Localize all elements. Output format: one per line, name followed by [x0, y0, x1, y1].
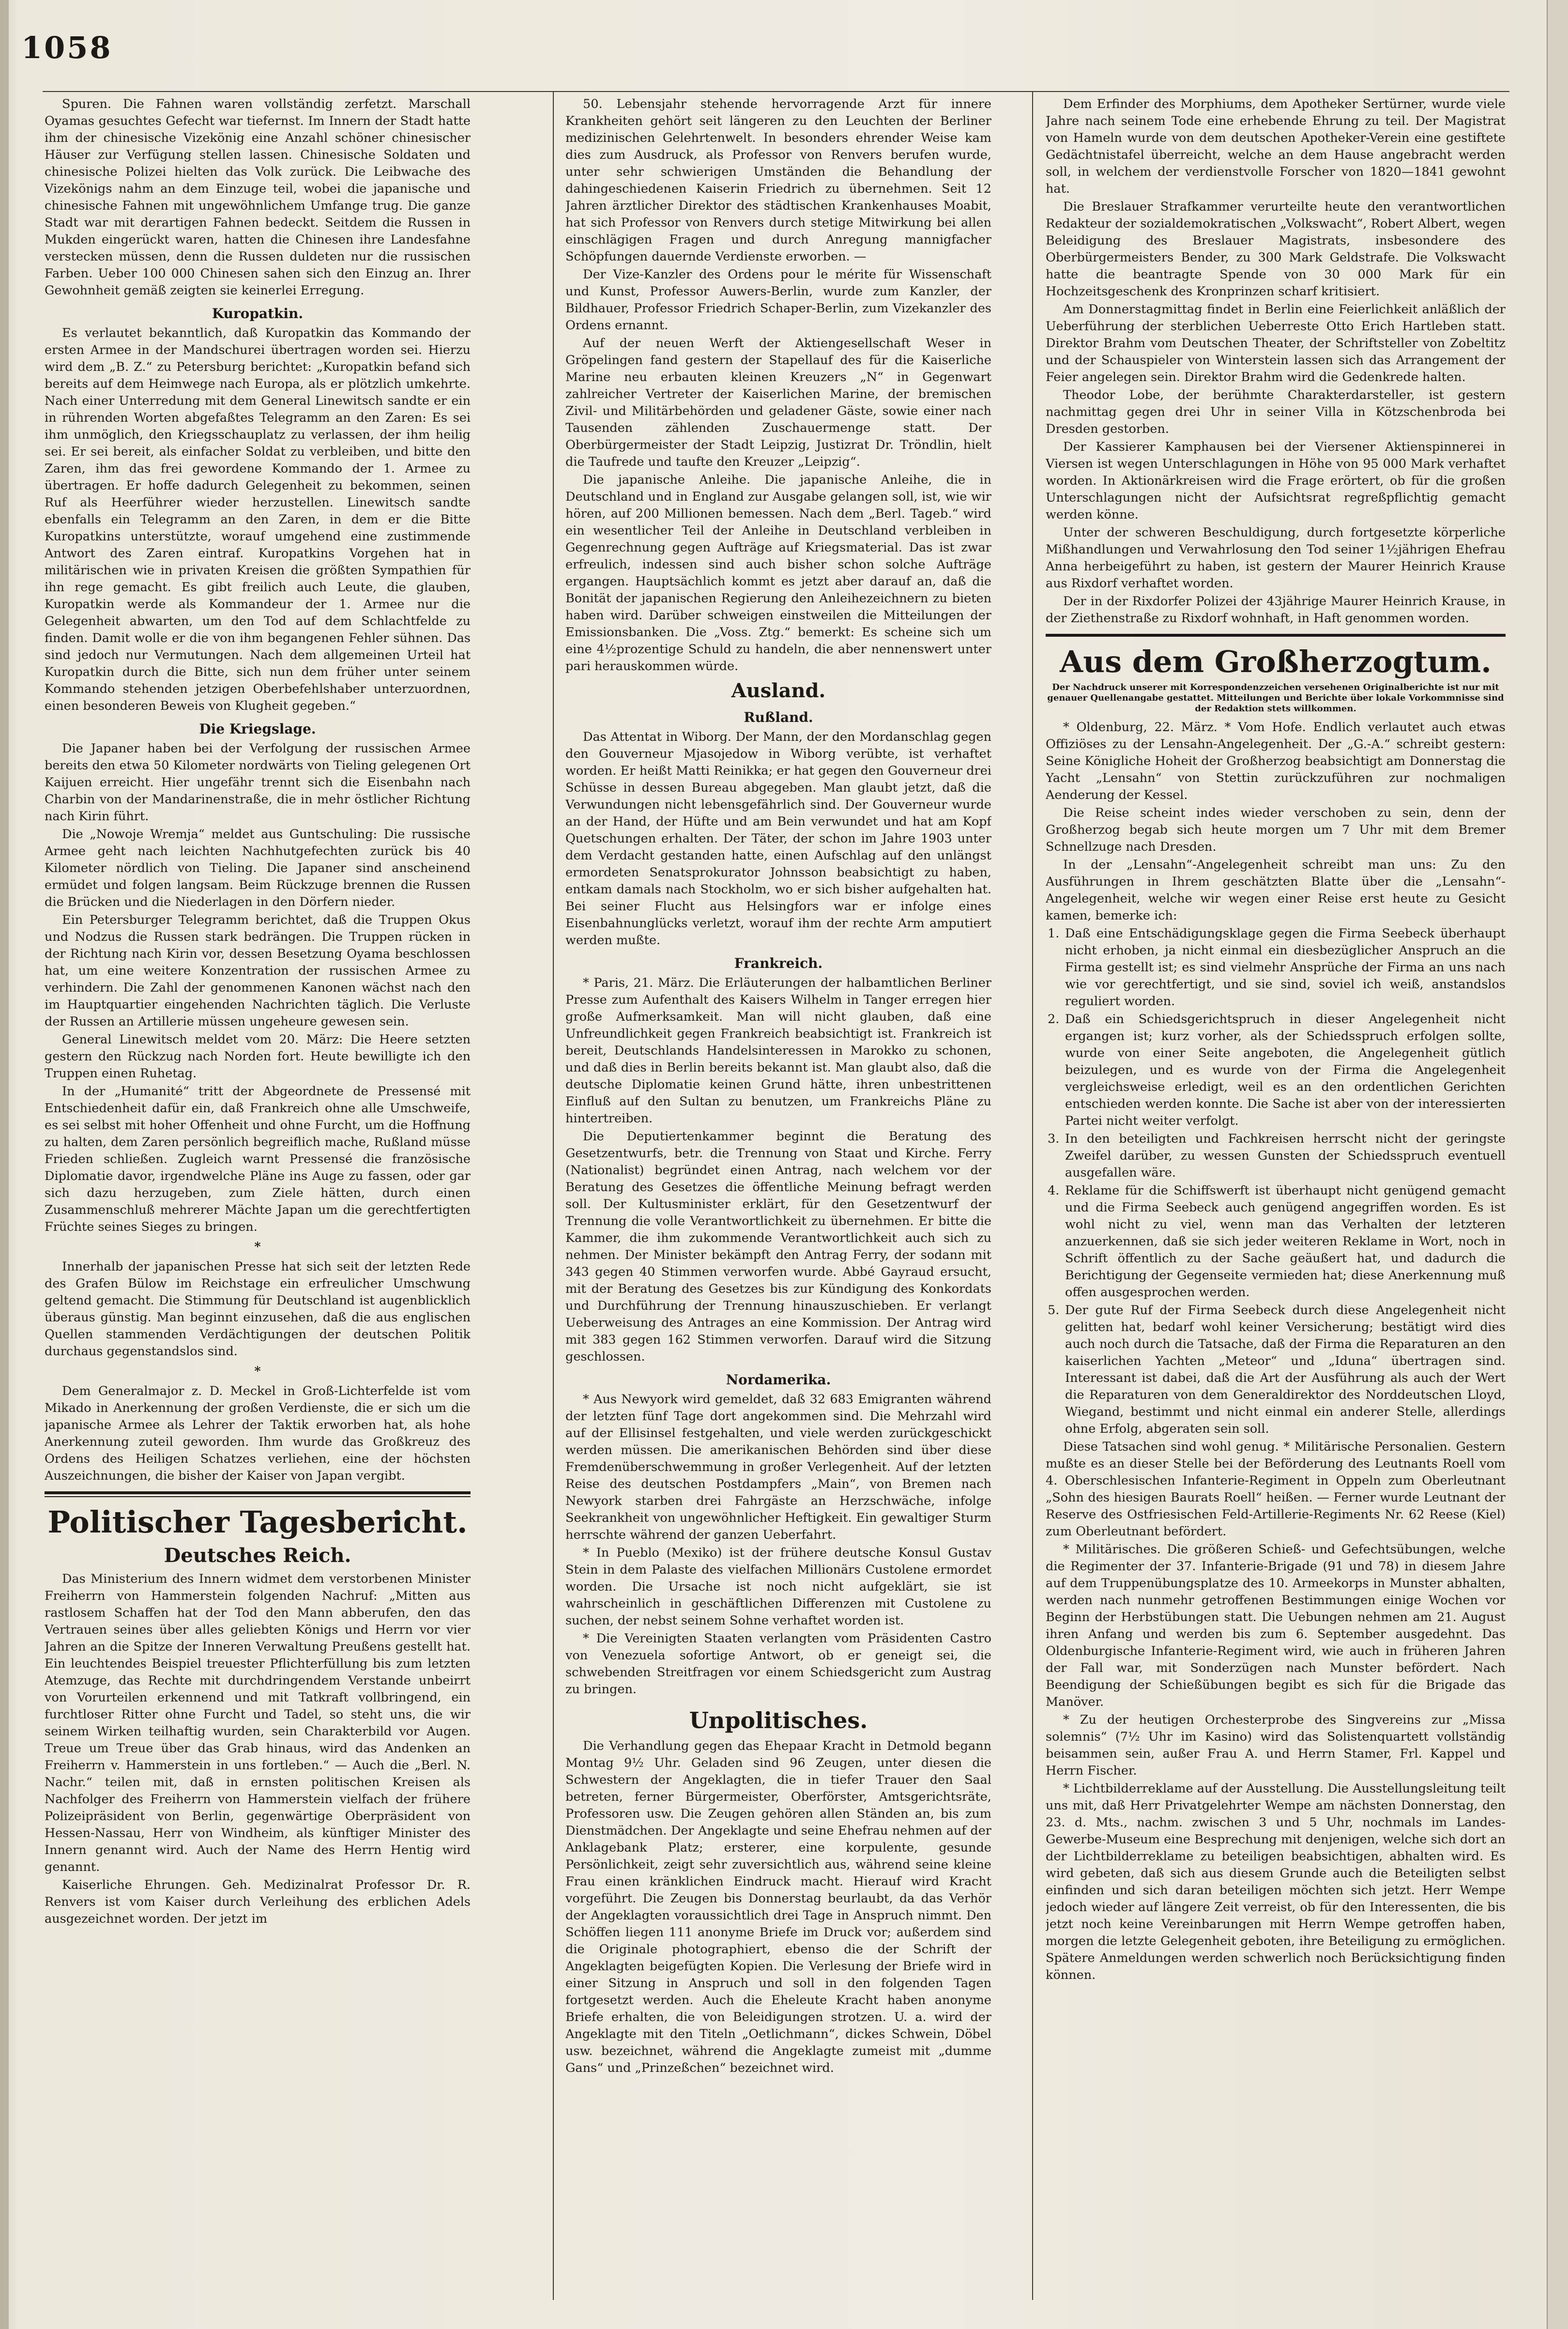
list-number: 5. — [1048, 1303, 1060, 1318]
paragraph: In der „Lensahn“-Angelegenheit schreibt man uns: Zu den Ausführungen in Ihrem geschätzten Blatte über die „Lensahn“-Angelegenheit, welche wir wegen einer Reise erst heute zu Gesicht kamen, bemerke ich: — [1046, 858, 1506, 923]
paragraph: 50. Lebensjahr stehende hervorragende Arzt für innere Krankheiten gehört seit längeren zu den Leuchten der Berliner medizinischen Gelehrtenwelt. In besonders ehrender Weise kam dies zum Ausdruck, als Professor von Renvers berufen wurde, unter sehr schwierigen Umständen die Behandlung der dahingeschiedenen Kaiserin Friedrich zu übernehmen. Seit 12 Jahren ärztlicher Direktor des städtischen Krankenhauses Moabit, hat sich Professor von Renvers durch stetige Mitwirkung bei allen einschlägigen Fragen und durch Anregung mannigfacher Schöpfungen dauernde Verdienste erworben. — — [565, 97, 991, 264]
column-rule-1 — [553, 92, 554, 2300]
header-rule — [43, 91, 1509, 92]
paragraph: Die japanische Anleihe. Die japanische Anleihe, die in Deutschland und in England zur Ausgabe gelangen soll, ist, wie wir hören, auf 200 Millionen bemessen. Nach dem „Berl. Tageb.“ wird ein wesentlicher Teil der Anleihe in Deutschland verbleiben in Gegenrechnung gegen Aufträge auf Kriegsmaterial. Das ist zwar erfreulich, indessen sind auch bisher schon solche Aufträge ergangen. Hauptsächlich kommt es jetzt aber darauf an, daß die Bonität der japanischen Regierung den Anleihezeichnern zu bieten haben wird. Darüber schweigen einstweilen die Mitteilungen der Emissionsbanken. Die „Voss. Ztg.“ bemerkt: Es scheine sich um eine 4½prozentige Schuld zu handeln, die aber nennenswert unter pari herauskommen würde. — [565, 473, 991, 674]
paragraph: Die Verhandlung gegen das Ehepaar Kracht in Detmold begann Montag 9½ Uhr. Geladen sind 96 Zeugen, unter diesen die Schwestern der Angeklagten, die in tiefer Trauer den Saal betreten, ferner Bürgermeister, Oberförster, Amtsgerichtsräte, Professoren usw. Die Zeugen gehören allen Ständen an, bis zum Dienstmädchen. Der Angeklagte und seine Ehefrau nehmen auf der Anklagebank Platz; ersterer, eine korpulente, gesunde Persönlichkeit, zeigt sehr zuversichtlich aus, während seine kleine Frau einen kränklichen Eindruck macht. Hierauf wird Kracht vorgeführt. Die Zeugen bis Donnerstag beurlaubt, da das Verhör der Angeklagten voraussichtlich drei Tage in Anspruch nimmt. Den Schöffen liegen 111 anonyme Briefe im Druck vor; außerdem sind die Originale photographiert, ebenso die der Schrift der Angeklagten beigefügten Kopien. Die Verlesung der Briefe wird in einer Sitzung in Anspruch und soll in den folgenden Tagen fortgesetzt werden. Auch die Eheleute Kracht haben anonyme Briefe erhalten, die von Beleidigungen strotzen. U. a. wird der Angeklagte mit den Titeln „Oetlichmann“, dickes Schwein, Döbel usw. bezeichnet, während die Angeklagte zumeist mit „dumme Gans“ und „Prinzeßchen“ bezeichnet wird. — [565, 1739, 991, 2075]
paragraph: In der „Humanité“ tritt der Abgeordnete de Pressensé mit Entschiedenheit dafür ein, daß Frankreich ohne alle Umschweife, es sei selbst mit hoher Offenheit und ohne Furcht, um die Hoffnung zu halten, dem Zaren persönlich begreiflich mache, Rußland müsse Frieden schließen. Zugleich warnt Pressensé die französische Diplomatie davor, irgendwelche Pläne ins Auge zu fassen, oder gar sich dazu herzugeben, zum Ziele hätten, durch einen Zusammenschluß mehrerer Mächte Japan um die gerechtfertigten Früchte seines Sieges zu bringen. — [45, 1084, 471, 1234]
paragraph: General Linewitsch meldet vom 20. März: Die Heere setzten gestern den Rückzug nach Norden fort. Heute bewilligte ich den Truppen einen Ruhetag. — [45, 1032, 471, 1081]
section-rule — [45, 1491, 471, 1494]
paragraph: * Lichtbilderreklame auf der Ausstellung. Die Ausstellungsleitung teilt uns mit, daß Herr Privatgelehrter Wempe am nächsten Donnerstag, den 23. d. Mts., nachm. zwischen 3 und 5 Uhr, nochmals im Landes-Gewerbe-Museum eine Besprechung mit denjenigen, welche sich dort an der Lichtbilderreklame zu beteiligen beabsichtigen, abhalten wird. Es wird gebeten, daß sich aus diesem Grunde auch die Beteiligten selbst einfinden und sich daran beteiligen möchten sich jetzt. Herr Wempe jedoch wieder auf längere Zeit verreist, ob für den Interessenten, die bis jetzt noch keine Vereinbarungen mit Herrn Wempe getroffen haben, morgen die letzte Gelegenheit geboten, ihre Beteiligung zu ermöglichen. Spätere Anmeldungen werden schwerlich noch Berücksichtigung finden können. — [1046, 1781, 1506, 1982]
paragraph: Die Japaner haben bei der Verfolgung der russischen Armee bereits den etwa 50 Kilometer nordwärts von Tieling gelegenen Ort Kaijuen erreicht. Hier ungefähr trennt sich die Eisenbahn nach Charbin von der Mandarinenstraße, die in mehr östlicher Richtung nach Kirin führt. — [45, 741, 471, 824]
paragraph: * Die Vereinigten Staaten verlangten vom Präsidenten Castro von Venezuela sofortige Antwort, ob er geneigt sei, die schwebenden Streitfragen vor einem Schiedsgericht zum Austrag zu bringen. — [565, 1631, 991, 1697]
section-title: Ausland. — [731, 679, 826, 702]
numbered-list — [1046, 925, 1506, 1438]
column-2 — [565, 96, 991, 2300]
separator-star: * — [254, 1364, 261, 1379]
section-rule — [45, 1496, 471, 1497]
paragraph: Es verlautet bekanntlich, daß Kuropatkin das Kommando der ersten Armee in der Mandschurei übertragen worden sei. Hierzu wird dem „B. Z.“ zu Petersburg berichtet: „Kuropatkin befand sich bereits auf dem Heimwege nach Europa, als er plötzlich umkehrte. Nach einer Unterredung mit dem General Linewitsch sandte er ein in rührenden Worten abgefaßtes Telegramm an den Zaren: Es sei ihm unmöglich, den Kriegsschauplatz zu verlassen, der ihm heilig sei. Er sei bereit, als einfacher Soldat zu verbleiben, und bitte den Zaren, ihm das frei gewordene Kommando der 1. Armee zu übertragen. Er hoffe dadurch Gelegenheit zu bekommen, seinen Ruf als Heerführer wieder herzustellen. Linewitsch sandte ebenfalls ein Telegramm an den Zaren, in dem er die Bitte Kuropatkins unterstützte, worauf umgehend eine zustimmende Antwort des Zaren eintraf. Kuropatkins Vorgehen hat in militärischen wie in privaten Kreisen die größten Sympathien für ihn rege gemacht. Es gibt freilich auch Leute, die glauben, Kuropatkin werde als Kommandeur der 1. Armee nur die Gelegenheit abwarten, um den Tod auf dem Schlachtfelde zu finden. Damit wolle er die von ihm begangenen Fehler sühnen. Das sind jedoch nur Vermutungen. Nach dem allgemeinen Urteil hat Kuropatkin durch die Bitte, sich nun dem früher unter seinem Kommando stehenden jetzigen Oberbefehlshaber unterzuordnen, einen besonderen Beweis von Klugheit gegeben.“ — [45, 326, 471, 713]
section-title: Unpolitisches. — [689, 1707, 868, 1733]
paragraph: Die Deputiertenkammer beginnt die Beratung des Gesetzentwurfs, betr. die Trennung von Staat und Kirche. Ferry (Nationalist) begründet einen Antrag, nach welchem vor der Beratung des Gesetzes die öffentliche Meinung befragt werden soll. Der Kultusminister erklärt, für den Gesetzentwurf der Trennung die volle Verantwortlichkeit zu übernehmen. Er bitte die Kammer, die ihm zukommende Verantwortlichkeit auch sich zu nehmen. Der Minister bekämpft den Antrag Ferry, der sodann mit 343 gegen 40 Stimmen verworfen wurde. Abbé Gayraud ersucht, mit der Beratung des Gesetzes bis zur Kündigung des Konkordats und Durchführung der Trennung hinauszuschieben. Er verlangt Ueberweisung des Antrages an eine Kommission. Der Antrag wird mit 383 gegen 162 Stimmen verworfen. Darauf wird die Sitzung geschlossen. — [565, 1129, 991, 1364]
paragraph: Auf der neuen Werft der Aktiengesellschaft Weser in Gröpelingen fand gestern der Stapellauf des für die Kaiserliche Marine neu erbauten kleinen Kreuzers „N“ in Gegenwart zahlreicher Vertreter der Kaiserlichen Marine, der bremischen Zivil- und Militärbehörden und geladener Gäste, sowie einer nach Tausenden zählenden Zuschauermenge statt. Der Oberbürgermeister der Stadt Leipzig, Justizrat Dr. Tröndlin, hielt die Taufrede und taufte den Kreuzer „Leipzig“. — [565, 336, 991, 469]
paragraph: Dem Generalmajor z. D. Meckel in Groß-Lichterfelde ist vom Mikado in Anerkennung der großen Verdienste, die er sich um die japanische Armee als Lehrer der Taktik erworben hat, als hohe Anerkennung zuteil geworden. Ihm wurde das Großkreuz des Ordens des Heiligen Schatzes verliehen, eine der höchsten Auszeichnungen, die bisher der Kaiser von Japan vergibt. — [45, 1384, 471, 1483]
paragraph: Theodor Lobe, der berühmte Charakterdarsteller, ist gestern nachmittag gegen drei Uhr in seiner Villa in Kötzschenbroda bei Dresden gestorben. — [1046, 388, 1506, 436]
list-item — [1046, 1011, 1506, 1130]
list-text: Der gute Ruf der Firma Seebeck durch diese Angelegenheit nicht gelitten hat, bedarf wohl keiner Versicherung; bestätigt wird dies auch noch durch die Tatsache, daß der Firma die Reparaturen an den kaiserlichen Yachten „Meteor“ und „Iduna“ übertragen sind. Interessant ist dabei, daß die Art der Ausführung als auch der Wert die Reparaturen von dem Generaldirektor des Norddeutschen Lloyd, Wiegand, bestimmt und nicht einmal ein anderer Stelle, allerdings ohne Erfolg, abgeraten sein soll. — [1065, 1303, 1506, 1436]
paragraph: Die „Nowoje Wremja“ meldet aus Guntschuling: Die russische Armee geht nach leichten Nachhutgefechten zurück bis 40 Kilometer nördlich von Tieling. Die Japaner sind anscheinend ermüdet und folgen langsam. Beim Rückzuge brennen die Russen die Brücken und die Niederlagen in den Dörfern nieder. — [45, 827, 471, 909]
section-subtitle: Deutsches Reich. — [164, 1544, 351, 1567]
list-number: 1. — [1048, 926, 1060, 941]
column-1 — [45, 96, 471, 2300]
list-text: Daß ein Schiedsgerichtspruch in dieser Angelegenheit nicht ergangen ist; kurz vorher, als der Schiedsspruch erfolgen sollte, wurde von einer Seite angeboten, die Angelegenheit gütlich beizulegen, und es wurde von der Firma die Angelegenheit vergleichsweise erledigt, weil es an den ordentlichen Gerichten entschieden werden konnte. Die Sache ist aber von der interessierten Partei nicht weiter verfolgt. — [1065, 1012, 1506, 1128]
paragraph: Das Attentat in Wiborg. Der Mann, der den Mordanschlag gegen den Gouverneur Mjasojedow in Wiborg verübte, ist verhaftet worden. Er heißt Matti Reinikka; er hat gegen den Gouverneur drei Schüsse in dessen Bureau abgegeben. Man glaubt jetzt, daß die Verwundungen nicht lebensgefährlich sind. Der Gouverneur wurde an der Hand, der Hüfte und am Bein verwundet und hat am Kopf Quetschungen erhalten. Der Täter, der schon im Jahre 1903 unter dem Verdacht gestanden hatte, einen Aufschlag auf den unlängst ermordeten Senatsprokurator Johnsson beabsichtigt zu haben, entkam damals nach Stockholm, wo er sich bisher aufgehalten hat. Bei seiner Flucht aus Helsingfors war er infolge eines Eisenbahnunglücks verletzt, worauf ihm der rechte Arm amputiert werden mußte. — [565, 730, 991, 948]
section-heading: Rußland. — [744, 709, 813, 725]
list-number: 2. — [1048, 1012, 1060, 1027]
reprint-notice: Der Nachdruck unserer mit Korrespondenzzeichen versehenen Originalberichte ist nur mit genauer Quellenangabe gestattet. Mitteilungen und Berichte über lokale Vorkommnisse sind der Redaktion stets willkommen. — [1047, 682, 1504, 714]
column-3 — [1046, 96, 1506, 2300]
page-edge-strip — [1547, 0, 1568, 2329]
paragraph: * Zu der heutigen Orchesterprobe des Singvereins zur „Missa solemnis“ (7½ Uhr im Kasino) wird das Solistenquartett vollständig beisammen sein, außer Frau A. und Herrn Stamer, Frl. Kappel und Herrn Fischer. — [1046, 1713, 1506, 1778]
list-item — [1046, 1131, 1506, 1181]
section-rule — [1046, 634, 1506, 637]
paragraph: Der Vize-Kanzler des Ordens pour le mérite für Wissenschaft und Kunst, Professor Auwers-Berlin, wurde zum Kanzler, der Bildhauer, Professor Friedrich Schaper-Berlin, zum Vizekanzler des Ordens ernannt. — [565, 267, 991, 333]
paragraph: * Paris, 21. März. Die Erläuterungen der halbamtlichen Berliner Presse zum Aufenthalt des Kaisers Wilhelm in Tanger erregen hier große Aufmerksamkeit. Man will nicht glauben, daß eine Unfreundlichkeit gegen Frankreich beabsichtigt ist. Frankreich ist bereit, Deutschlands Handelsinteressen in Marokko zu schonen, und daß dies in Berlin bereits bekannt ist. Man glaubt also, daß die deutsche Diplomatie keinen Grund hätte, ihren unbestrittenen Einfluß auf den Sultan zu benutzen, um Frankreichs Pläne zu hintertreiben. — [565, 976, 991, 1126]
paragraph: Innerhalb der japanischen Presse hat sich seit der letzten Rede des Grafen Bülow im Reichstage ein erfreulicher Umschwung geltend gemacht. Die Stimmung für Deutschland ist augenblicklich überaus günstig. Man beginnt einzusehen, daß die aus englischen Quellen stammenden Verdächtigungen der deutschen Politik durchaus gegenstandslos sind. — [45, 1259, 471, 1359]
list-text: In den beteiligten und Fachkreisen herrscht nicht der geringste Zweifel darüber, zu wessen Gunsten der Schiedsspruch eventuell ausgefallen wäre. — [1065, 1132, 1506, 1180]
paragraph: Ein Petersburger Telegramm berichtet, daß die Truppen Okus und Nodzus die Russen stark bedrängen. Die Truppen rücken in der Richtung nach Kirin vor, dessen Besetzung Oyama beschlossen hat, um eine weitere Konzentration der russischen Armee zu verhindern. Die Zahl der genommenen Kanonen wächst nach den im Hauptquartier eingehenden Nachrichten täglich. Die Verluste der Russen an Artillerie müssen ungeheure gewesen sein. — [45, 913, 471, 1029]
paragraph: * Aus Newyork wird gemeldet, daß 32 683 Emigranten während der letzten fünf Tage dort angekommen sind. Die Mehrzahl wird auf der Ellisinsel festgehalten, und viele werden zurückgeschickt werden müssen. Die amerikanischen Behörden sind über diese Fremdenüberschwemmung in großer Verlegenheit. Auf der letzten Reise des deutschen Postdampfers „Main“, von Bremen nach Newyork starben drei Fahrgäste an Herzschwäche, infolge Seekrankheit von ungewöhnlicher Heftigkeit. Ein gewaltiger Sturm herrschte während der ganzen Ueberfahrt. — [565, 1392, 991, 1542]
list-text: Daß eine Entschädigungsklage gegen die Firma Seebeck überhaupt nicht erhoben, ja nicht einmal ein diesbezüglicher Anspruch an die Firma gestellt ist; es sind vielmehr Ansprüche der Firma an uns nach wie vor gerechtfertigt, und sie sind, soviel ich weiß, anstandslos reguliert worden. — [1065, 926, 1506, 1009]
list-number: 4. — [1048, 1183, 1060, 1198]
section-heading: Die Kriegslage. — [199, 721, 316, 737]
paragraph: Kaiserliche Ehrungen. Geh. Medizinalrat Professor Dr. R. Renvers ist vom Kaiser durch Verleihung des erblichen Adels ausgezeichnet worden. Der jetzt im — [45, 1878, 471, 1926]
list-number: 3. — [1048, 1132, 1060, 1146]
paragraph: Der Kassierer Kamphausen bei der Viersener Aktienspinnerei in Viersen ist wegen Unterschlagungen in Höhe von 95 000 Mark verhaftet worden. In Aktionärkreisen wird die Frage erörtert, ob für die großen Unterschlagungen nicht der Aufsichtsrat regreßpflichtig gemacht werden könne. — [1046, 440, 1506, 522]
section-heading: Kuropatkin. — [212, 306, 304, 322]
paragraph: Die Reise scheint indes wieder verschoben zu sein, denn der Großherzog begab sich heute morgen um 7 Uhr mit dem Bremer Schnellzuge nach Dresden. — [1046, 806, 1506, 854]
paragraph: Am Donnerstagmittag findet in Berlin eine Feierlichkeit anläßlich der Ueberführung der sterblichen Ueberreste Otto Erich Hartleben statt. Direktor Brahm vom Deutschen Theater, der Schriftsteller von Zobeltitz und der Schauspieler von Winterstein lassen sich das Arrangement der Feier angelegen sein. Direktor Brahm wird die Gedenkrede halten. — [1046, 302, 1506, 384]
paragraph: Diese Tatsachen sind wohl genug. * Militärische Personalien. Gestern mußte es an dieser Stelle bei der Beförderung des Leutnants Roell vom 4. Oberschlesischen Infanterie-Regiment in Oppeln zum Oberleutnant „Sohn des hiesigen Baurats Roell“ heißen. — Ferner wurde Leutnant der Reserve des Ostfriesischen Feld-Artillerie-Regiments Nr. 62 Reese (Kiel) zum Oberleutnant befördert. — [1046, 1440, 1506, 1539]
paragraph: Die Breslauer Strafkammer verurteilte heute den verantwortlichen Redakteur der sozialdemokratischen „Volkswacht“, Robert Albert, wegen Beleidigung des Breslauer Magistrats, insbesondere des Oberbürgermeisters Bender, zu 300 Mark Geldstrafe. Die Volkswacht hatte die beantragte Spende von 30 000 Mark für ein Hochzeitsgeschenk des Kronprinzen scharf kritisiert. — [1046, 199, 1506, 299]
list-item — [1046, 1302, 1506, 1438]
section-title: Politischer Tagesbericht. — [47, 1504, 468, 1540]
paragraph: * In Pueblo (Mexiko) ist der frühere deutsche Konsul Gustav Stein in dem Palaste des vielfachen Millionärs Custolene ermordet worden. Die Ursache ist noch nicht aufgeklärt, sie ist wahrscheinlich in geschäftlichen Differenzen mit Custolene zu suchen, der nebst seinem Sohne verhaftet worden ist. — [565, 1546, 991, 1628]
binding-spine — [0, 0, 9, 2329]
page-number: 1058 — [21, 30, 113, 65]
section-heading: Nordamerika. — [726, 1372, 831, 1388]
list-item — [1046, 1182, 1506, 1301]
section-title: Aus dem Großherzogtum. — [1060, 644, 1492, 679]
column-rule-2 — [1032, 92, 1033, 2300]
list-item — [1046, 925, 1506, 1010]
paragraph: Dem Erfinder des Morphiums, dem Apotheker Sertürner, wurde viele Jahre nach seinem Tode eine erhebende Ehrung zu teil. Der Magistrat von Hameln wurde von dem deutschen Apotheker-Verein eine gestiftete Gedächtnistafel überreicht, welche an dem Hause angebracht werden soll, in welchem der verdienstvolle Forscher von 1820—1841 gewohnt hat. — [1046, 97, 1506, 196]
paragraph: Das Ministerium des Innern widmet dem verstorbenen Minister Freiherrn von Hammerstein folgenden Nachruf: „Mitten aus rastlosem Schaffen hat der Tod den Mann abberufen, den das Vertrauen seines über alles geliebten Königs und Herrn vor vier Jahren an die Spitze der Inneren Verwaltung Preußens gestellt hat. Ein leuchtendes Beispiel treuester Pflichterfüllung bis zum letzten Atemzuge, das Rechte mit durchdringendem Verstande unbeirrt von Vorurteilen erkennend und mit Tatkraft vollbringend, ein furchtloser Ritter ohne Furcht und Tadel, so steht uns, die wir seinem Wirken teilhaftig wurden, sein Charakterbild vor Augen. Treue um Treue über das Grab hinaus, wird das Andenken an Freiherrn v. Hammerstein in uns fortleben.“ — Auch die „Berl. N. Nachr.“ teilen mit, daß in ernsten politischen Kreisen als Nachfolger des Freiherrn von Hammerstein vielfach der frühere Polizeipräsident von Berlin, gegenwärtige Oberpräsident von Hessen-Nassau, Herr von Windheim, als künftiger Minister des Innern genannt wird. Auch der Name des Herrn Hentig wird genannt. — [45, 1572, 471, 1874]
paragraph: Der in der Rixdorfer Polizei der 43jährige Maurer Heinrich Krause, in der Ziethenstraße zu Rixdorf wohnhaft, in Haft genommen worden. — [1046, 594, 1506, 626]
paragraph: Spuren. Die Fahnen waren vollständig zerfetzt. Marschall Oyamas gesuchtes Gefecht war tiefernst. Im Innern der Stadt hatte ihm der chinesische Vizekönig eine Anzahl schöner chinesischer Häuser zur Verfügung stellen lassen. Chinesische Soldaten und chinesische Polizei hielten das Volk zurück. Die Leibwache des Vizekönigs nahm an dem Einzuge teil, wobei die japanische und chinesische Fahnen mit ungewöhnlichem Umfange trug. Die ganze Stadt war mit derartigen Fahnen bedeckt. Seitdem die Russen in Mukden eingerückt waren, hatten die Chinesen ihre Landesfahne verstecken müssen, denn die Russen duldeten nur die russischen Farben. Ueber 100 000 Chinesen sahen sich den Einzug an. Ihrer Gewohnheit gemäß zeigten sie keinerlei Erregung. — [45, 97, 471, 298]
paragraph: Unter der schweren Beschuldigung, durch fortgesetzte körperliche Mißhandlungen und Verwahrlosung den Tod seiner 1½jährigen Ehefrau Anna herbeigeführt zu haben, ist gestern der Maurer Heinrich Krause aus Rixdorf verhaftet worden. — [1046, 525, 1506, 591]
section-heading: Frankreich. — [734, 955, 823, 971]
paragraph: * Militärisches. Die größeren Schieß- und Gefechtsübungen, welche die Regimenter der 37. Infanterie-Brigade (91 und 78) in diesem Jahre auf dem Truppenübungsplatze des 10. Armeekorps in Munster abhalten, werden nach nunmehr getroffenen Bestimmungen einige Wochen vor Beginn der Herbstübungen statt. Die Uebungen nehmen am 21. August ihren Anfang und werden bis zum 6. September ausgedehnt. Das Oldenburgische Infanterie-Regiment wird, wie auch in früheren Jahren der Fall war, mit Sonderzügen nach Munster befördert. Nach Beendigung der Schießübungen begibt es sich für die Brigade das Manöver. — [1046, 1542, 1506, 1709]
separator-star: * — [254, 1240, 261, 1254]
paragraph: * Oldenburg, 22. März. * Vom Hofe. Endlich verlautet auch etwas Offiziöses zu der Lensahn-Angelegenheit. Der „G.-A.“ schreibt gestern: Seine Königliche Hoheit der Großherzog beabsichtigt am Donnerstag die Yacht „Lensahn“ von Stettin zurückzuführen zur nochmaligen Aenderung der Kessel. — [1046, 720, 1506, 802]
list-text: Reklame für die Schiffswerft ist überhaupt nicht genügend gemacht und die Firma Seebeck auch genügend angegriffen worden. Es ist wohl nicht zu viel, wenn man das Verhalten der letzteren anzuerkennen, daß sie sich jeder weiteren Reklame in Wort, noch in Schrift öffentlich zu der Sache geäußert hat, und dadurch die Berichtigung der Gegenseite vermieden hat; diese Anerkennung muß offen ausgesprochen werden. — [1065, 1183, 1506, 1300]
